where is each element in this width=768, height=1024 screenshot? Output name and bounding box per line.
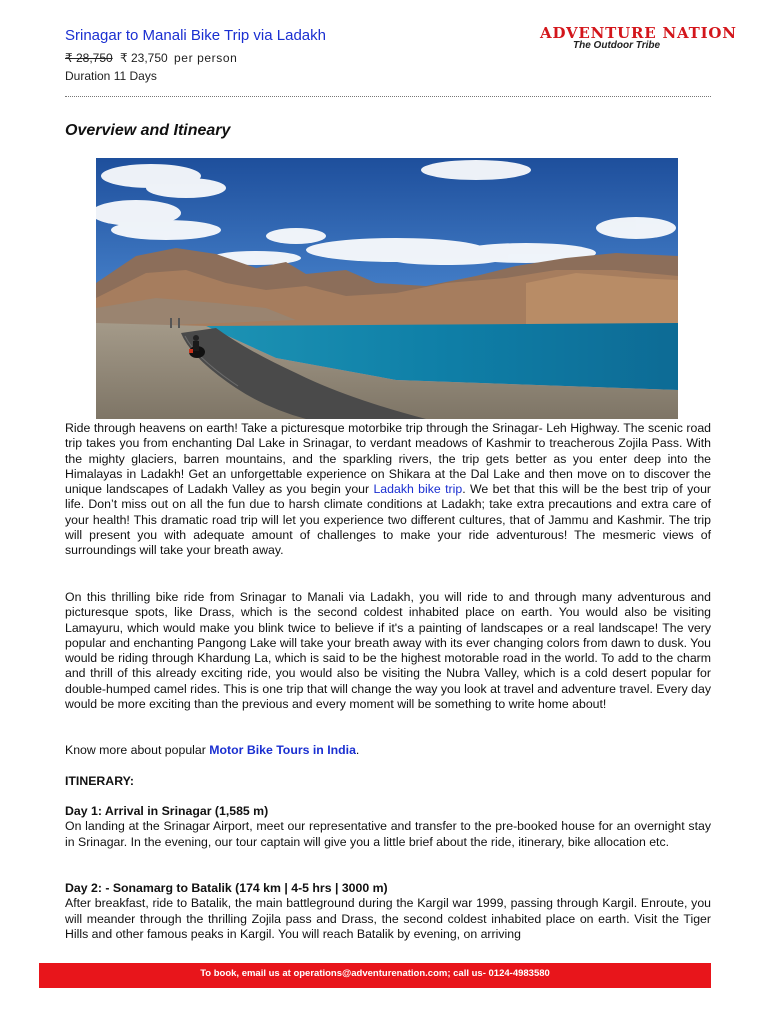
itinerary-day-1 <box>65 804 711 850</box>
day-title: Day 1: Arrival in Srinagar (1,585 m) <box>65 804 269 818</box>
motor-bike-tours-link[interactable]: Motor Bike Tours in India <box>209 743 356 757</box>
trip-title: Srinagar to Manali Bike Trip via Ladakh <box>65 27 326 44</box>
new-price: ₹ 23,750 <box>120 51 168 65</box>
price-line <box>65 51 237 65</box>
day-description: After breakfast, ride to Batalik, the main battleground during the Kargil war 1999, passing through Kargil. Enroute, you will meander through the thrilling Zojila pass and Drass, the second coldest inhabited place on earth. Visit the Tiger Hills and other famous peaks in Kargil. You will reach Batalik by evening, on arriving <box>65 896 711 941</box>
paragraph-text-continued: . We bet that this will be the best trip of your life. Don’t miss out on all the fun due to harsh climate conditions at Ladakh; take extra precautions and extra care of your health! This dramatic road trip will let you experience two different cultures, that of Jammu and Kashmir. The trip will present you with adequate amount of challenges to make your ride adventurous! The mesmeric views of surroundings will take your breath away. <box>65 482 711 558</box>
adventure-nation-logo <box>540 24 737 51</box>
price-unit: per person <box>174 51 238 65</box>
landscape-photo <box>96 158 678 419</box>
old-price: ₹ 28,750 <box>65 51 113 65</box>
booking-footer-bar: To book, email us at operations@adventurenation.com; call us- 0124-4983580 <box>39 963 711 988</box>
know-more-suffix: . <box>355 743 360 757</box>
ladakh-bike-trip-link[interactable]: Ladakh bike trip <box>373 482 463 497</box>
logo-tagline: The Outdoor Tribe <box>573 40 661 51</box>
section-heading: Overview and Itineary <box>65 122 231 139</box>
know-more-text: Know more about popular <box>65 743 210 757</box>
logo-brand-text: ADVENTURE NATION <box>540 24 737 42</box>
paragraph-text: Ride through heavens on earth! Take a picturesque motorbike trip through the Srinagar- Leh Highway. The scenic road trip takes you from enchanting Dal Lake in Srinagar, to verdant meadows of Kashmir to treacherous Zojila Pass. With the mighty glaciers, barren mountains, and the sparkling rivers, the trip gets better as you enter deep into the Himalayas in Ladakh! Get an unforgettable experience on Shikara at the Dal Lake and then move on to discover the unique landscapes of Ladakh Valley as you begin your <box>65 421 711 497</box>
itinerary-day-2 <box>65 881 711 942</box>
know-more-line <box>65 743 711 758</box>
overview-paragraph-2: On this thrilling bike ride from Srinagar to Manali via Ladakh, you will ride to and through many adventurous and picturesque spots, like Drass, which is the second coldest inhabited place on earth. You would also be visiting Lamayuru, which would make you blink twice to believe if it's a painting of landscapes or a real landscape! The very popular and enchanting Pangong Lake will take your breath away with its ever changing colors from dawn to dusk. You would be riding through Khardung La, which is said to be the highest motorable road in the world. To add to the charm and thrill of this already exciting ride, you would also be visiting the Nubra Valley, which is a cold desert popular for double-humped camel rides. This is one trip that will change the way you look at travel and adventure travel. Every day would be more exciting than the previous and every moment will be something to write home about! <box>65 590 711 712</box>
day-title: Day 2: - Sonamarg to Batalik (174 km | 4-5 hrs | 3000 m) <box>65 881 388 895</box>
trip-duration: Duration 11 Days <box>65 69 157 83</box>
itinerary-heading: ITINERARY: <box>65 774 134 788</box>
dotted-divider <box>65 96 711 97</box>
overview-paragraph-1 <box>65 421 711 559</box>
day-description: On landing at the Srinagar Airport, meet our representative and transfer to the pre-booked house for an overnight stay in Srinagar. In the evening, our tour captain will give you a little brief about the ride, itinerary, bike allocation etc. <box>65 819 711 849</box>
